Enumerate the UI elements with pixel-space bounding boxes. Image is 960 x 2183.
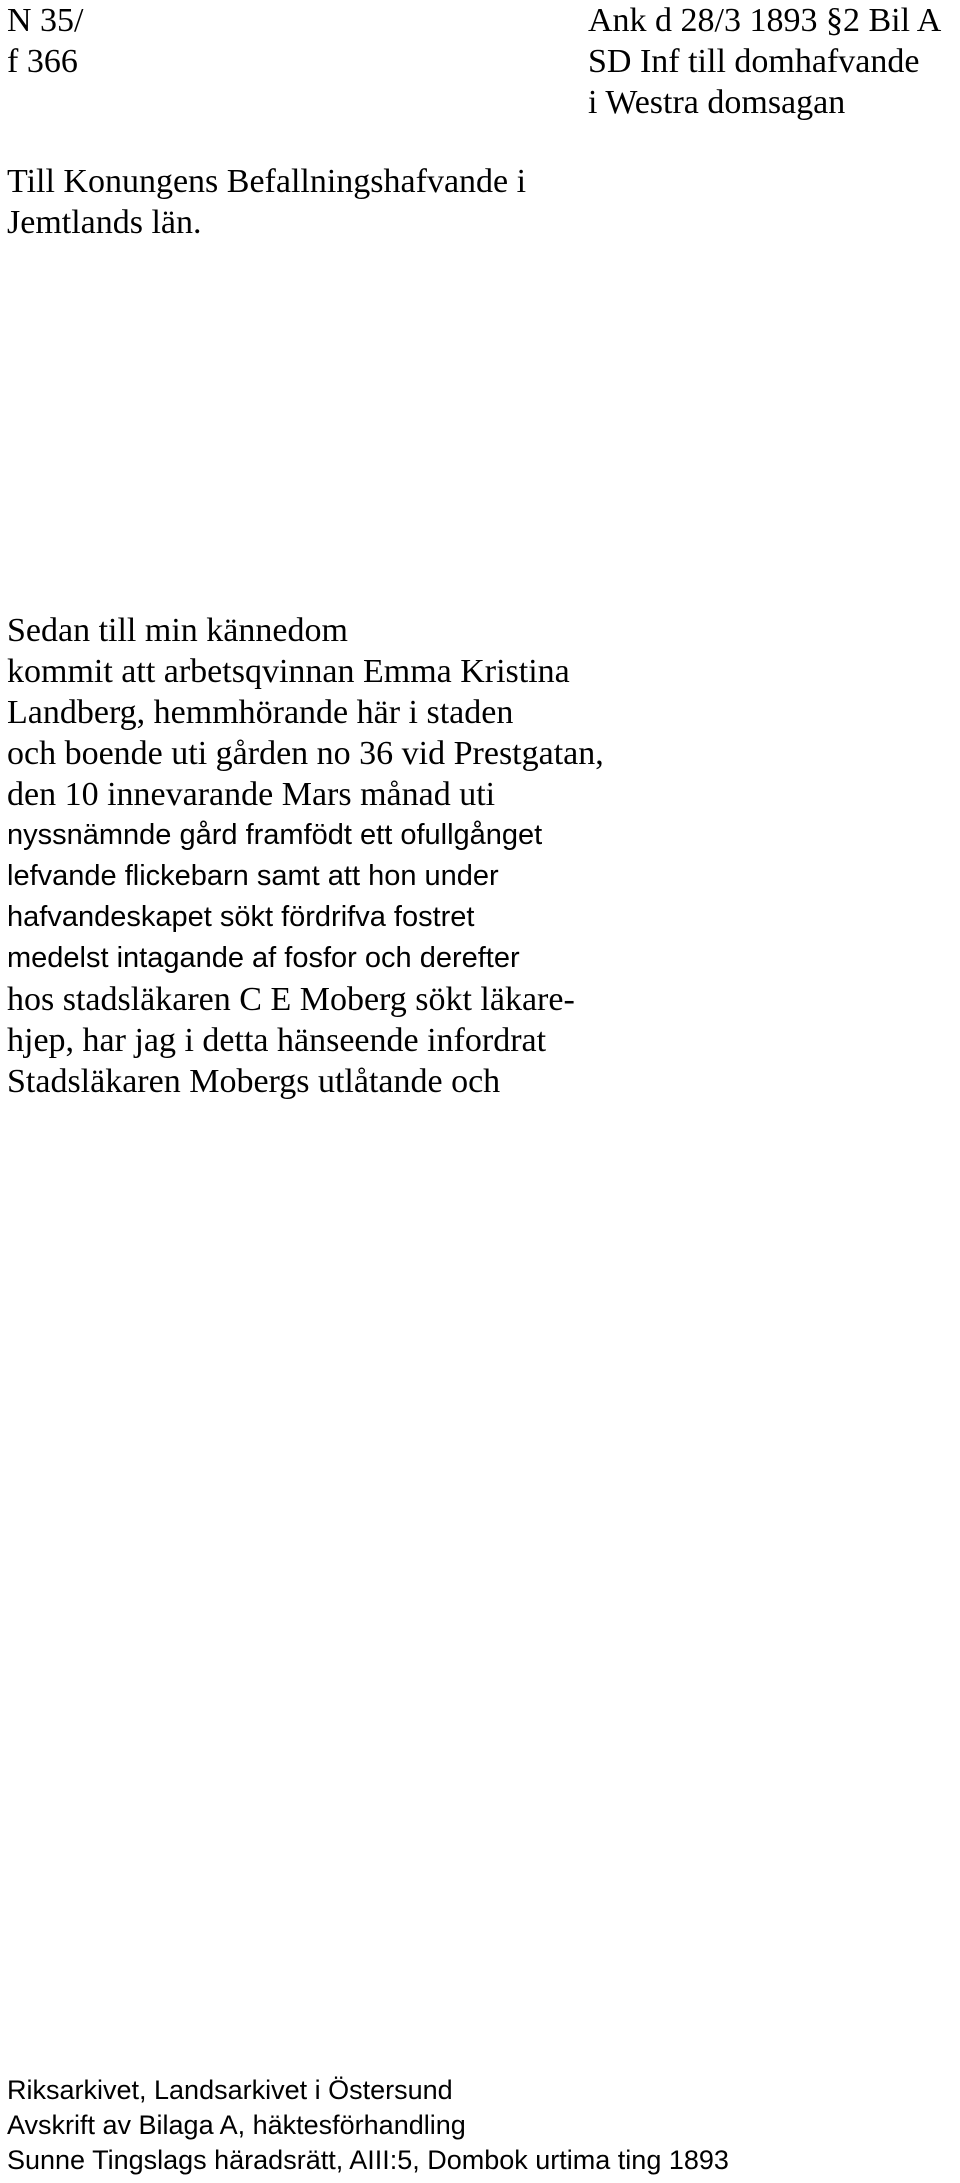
body-line: kommit att arbetsqvinnan Emma Kristina	[7, 653, 570, 690]
receipt-note-line: SD Inf till domhafvande	[588, 43, 920, 80]
receipt-note	[588, 0, 941, 123]
body-line: nyssnämnde gård framfödt ett ofullgånget	[7, 819, 543, 851]
addressee	[7, 161, 526, 243]
body-line: medelst intagande af fosfor och derefter	[7, 942, 520, 974]
body-line: Landberg, hemmhörande här i staden	[7, 694, 514, 731]
receipt-note-line: i Westra domsagan	[588, 84, 846, 121]
body-line: Stadsläkaren Mobergs utlåtande och	[7, 1063, 501, 1100]
reference-line: N 35/	[7, 2, 84, 39]
reference-line: f 366	[7, 43, 78, 80]
addressee-line: Till Konungens Befallningshafvande i	[7, 163, 527, 200]
body-line: hos stadsläkaren C E Moberg sökt läkare-	[7, 981, 575, 1018]
footer-line: Sunne Tingslags häradsrätt, AIII:5, Dombok urtima ting 1893	[7, 2145, 729, 2175]
archive-footer	[7, 2073, 729, 2178]
reference-number	[7, 0, 84, 82]
addressee-line: Jemtlands län.	[7, 204, 202, 241]
body-line: den 10 innevarande Mars månad uti	[7, 776, 496, 813]
body-line: hafvandeskapet sökt fördrifva fostret	[7, 901, 475, 933]
receipt-note-line: Ank d 28/3 1893 §2 Bil A	[588, 2, 942, 39]
body-line: Sedan till min kännedom	[7, 612, 348, 649]
body-line: hjep, har jag i detta hänseende infordrat	[7, 1022, 547, 1059]
footer-line: Riksarkivet, Landsarkivet i Östersund	[7, 2075, 453, 2105]
body-line: och boende uti gården no 36 vid Prestgatan,	[7, 735, 604, 772]
body-line: lefvande flickebarn samt att hon under	[7, 860, 499, 892]
footer-line: Avskrift av Bilaga A, häktesförhandling	[7, 2110, 466, 2140]
letter-body	[7, 610, 604, 1102]
